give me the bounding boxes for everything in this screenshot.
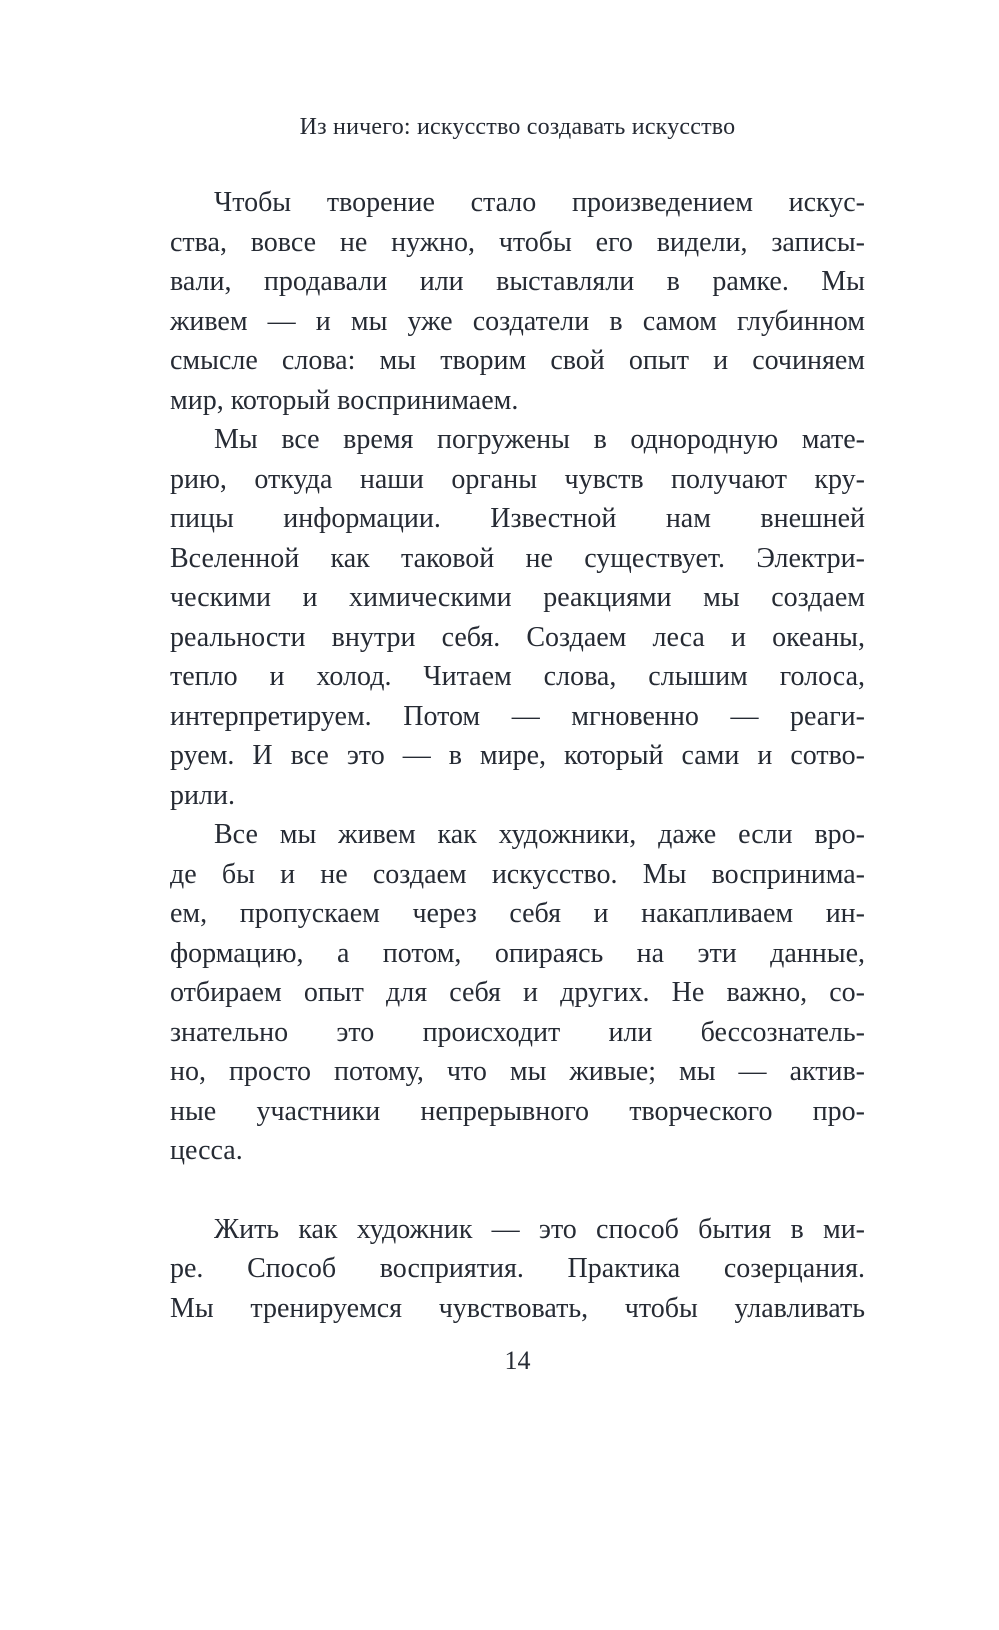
text-line: де бы и не создаем искусство. Мы воспринима- (170, 858, 865, 890)
text-line: пицы информации. Известной нам внешней (170, 503, 865, 534)
text-line: тепло и холод. Читаем слова, слышим голоса, (170, 661, 865, 692)
text-line: ем, пропускаем через себя и накапливаем ин- (170, 898, 865, 929)
text-line: вали, продавали или выставляли в рамке. Мы (170, 266, 865, 297)
text-line: мир, который воспринимаем. (170, 384, 519, 416)
text-line: интерпретируем. Потом — мгновенно — реаги- (170, 700, 865, 732)
text-line: ческими и химическими реакциями мы создаем (170, 582, 865, 613)
paragraph (170, 420, 865, 815)
text-line: Все мы живем как художники, даже если вро- (214, 819, 865, 850)
text-line: ные участники непрерывного творческого про- (170, 1095, 865, 1127)
text-line: знательно это происходит или бессознатель- (170, 1016, 865, 1048)
text-line: рили. (170, 779, 235, 811)
text-line: рию, откуда наши органы чувств получают кру- (170, 463, 865, 495)
text-line: отбираем опыт для себя и других. Не важно, со- (170, 977, 865, 1008)
text-line: ства, вовсе не нужно, чтобы его видели, записы- (170, 226, 865, 258)
text-line: но, просто потому, что мы живые; мы — актив- (170, 1056, 865, 1087)
text-line: реальности внутри себя. Создаем леса и океаны, (170, 621, 865, 653)
paragraph (170, 183, 865, 420)
text-line: Вселенной как таковой не существует. Электри- (170, 542, 865, 574)
running-header: Из ничего: искусство создавать искусство (299, 114, 736, 140)
book-page (0, 113, 999, 1630)
text-line: ре. Способ восприятия. Практика созерцания. (170, 1253, 865, 1284)
text-line: цесса. (170, 1135, 243, 1166)
text-line: живем — и мы уже создатели в самом глубинном (170, 305, 865, 337)
paragraph (170, 1210, 865, 1329)
text-line: формацию, а потом, опираясь на эти данные, (170, 937, 865, 969)
text-line: Чтобы творение стало произведением искус- (214, 187, 865, 218)
text-line: Мы тренируемся чувствовать, чтобы улавливать (170, 1292, 865, 1324)
text-line: смысле слова: мы творим свой опыт и сочиняем (170, 345, 865, 376)
text-line: Жить как художник — это способ бытия в ми- (214, 1213, 865, 1245)
paragraph (170, 815, 865, 1171)
text-block (170, 183, 865, 1328)
page-number: 14 (504, 1346, 531, 1375)
text-line: руем. И все это — в мире, который сами и сотво- (170, 740, 865, 771)
text-line: Мы все время погружены в однородную мате- (214, 424, 865, 455)
